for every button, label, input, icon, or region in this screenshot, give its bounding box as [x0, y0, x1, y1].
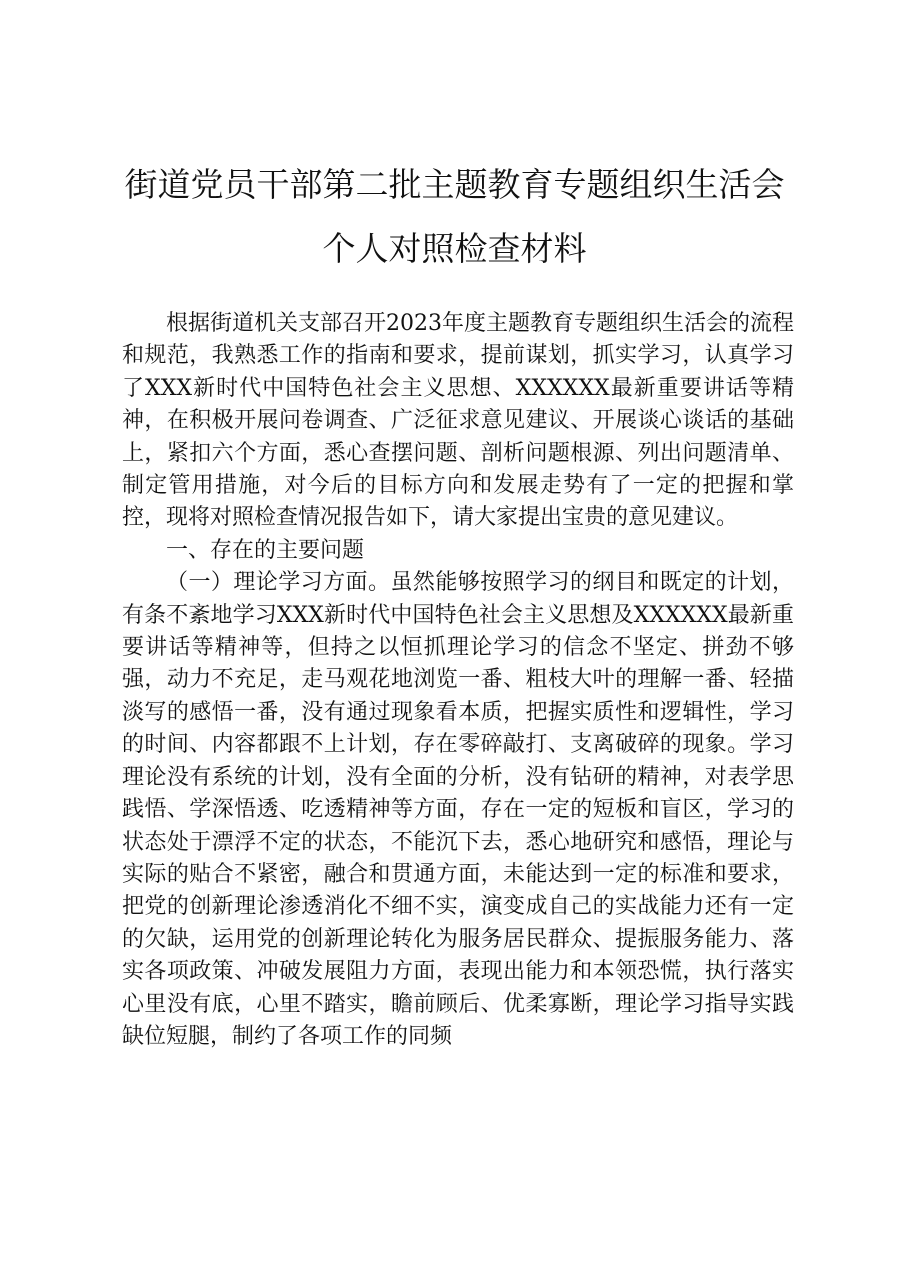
section-item-paragraph: （一）理论学习方面。虽然能够按照学习的纲目和既定的计划，有条不紊地学习XXX新时代中国特色社会主义思想及XXXXXX最新重要讲话等精神等，但持之以恒抓理论学习的信念不坚定、拼劲不够强，动力不充足，走马观花地浏览一番、粗枝大叶的理解一番、轻描淡写的感悟一番，没有通过现象看本质，把握实质性和逻辑性，学习的时间、内容都跟不上计划，存在零碎敲打、支离破碎的现象。学习理论没有系统的计划，没有全面的分析，没有钻研的精神，对表学思践悟、学深悟透、吃透精神等方面，存在一定的短板和盲区，学习的状态处于漂浮不定的状态，不能沉下去，悉心地研究和感悟，理论与实际的贴合不紧密，融合和贯通方面，未能达到一定的标准和要求，把党的创新理论渗透消化不细不实，演变成自己的实战能力还有一定的欠缺，运用党的创新理论转化为服务居民群众、提振服务能力、落实各项政策、冲破发展阻力方面，表现出能力和本领恐慌，执行落实心里没有底，心里不踏实，瞻前顾后、优柔寡断，理论学习指导实践缺位短腿，制约了各项工作的同频	[122, 570, 794, 1049]
document-body	[122, 308, 794, 1053]
document-title-line-2: 个人对照检查材料	[322, 229, 587, 268]
intro-paragraph: 根据街道机关支部召开2023年度主题教育专题组织生活会的流程和规范，我熟悉工作的指南和要求，提前谋划，抓实学习，认真学习了XXX新时代中国特色社会主义思想、XXXXXX最新重要讲话等精神，在积极开展问卷调查、广泛征求意见建议、开展谈心谈话的基础上，紧扣六个方面，悉心查摆问题、剖析问题根源、列出问题清单、制定管用措施，对今后的目标方向和发展走势有了一定的把握和掌控，现将对照检查情况报告如下，请大家提出宝贵的意见建议。	[122, 311, 794, 531]
document-title-line-1: 街道党员干部第二批主题教育专题组织生活会	[124, 165, 785, 204]
section-heading: 一、存在的主要问题	[166, 537, 365, 563]
